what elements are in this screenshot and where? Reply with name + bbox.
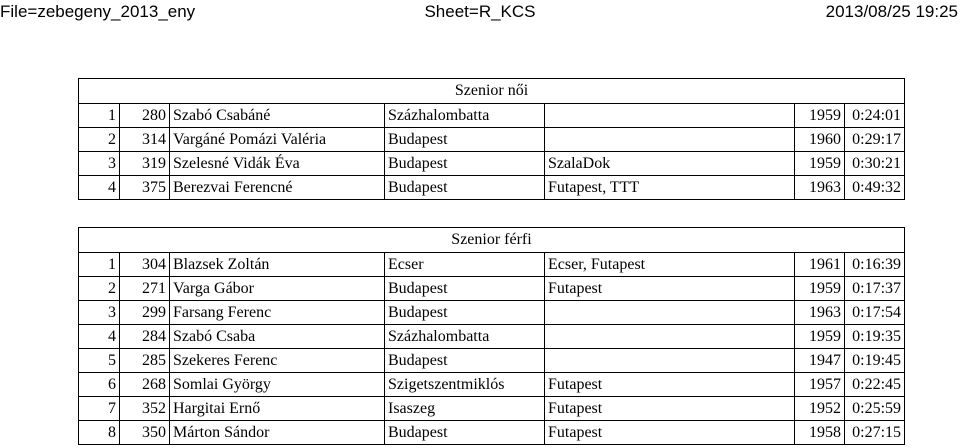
section-title: Szenior férfi: [79, 228, 905, 253]
city-cell: Budapest: [385, 128, 545, 152]
file-name: File=zebegeny_2013_eny: [0, 2, 196, 21]
birth-year-cell: 1961: [795, 253, 845, 277]
birth-year-cell: 1959: [795, 104, 845, 128]
name-cell: Szabó Csabáné: [170, 104, 385, 128]
bib-cell: 304: [120, 253, 170, 277]
city-cell: Budapest: [385, 277, 545, 301]
club-cell: [545, 349, 795, 373]
table-row: [79, 301, 905, 325]
city-cell: Isaszeg: [385, 397, 545, 421]
club-cell: Futapest, TTT: [545, 176, 795, 200]
table-row: [79, 253, 905, 277]
results-table-women: [78, 78, 905, 200]
city-cell: Budapest: [385, 421, 545, 445]
time-cell: 0:24:01: [845, 104, 905, 128]
bib-cell: 268: [120, 373, 170, 397]
results-table-men: [78, 227, 905, 445]
table-row: [79, 176, 905, 200]
rank-cell: 8: [79, 421, 120, 445]
time-cell: 0:17:54: [845, 301, 905, 325]
birth-year-cell: 1959: [795, 152, 845, 176]
city-cell: Ecser: [385, 253, 545, 277]
section-title: Szenior női: [79, 79, 905, 104]
name-cell: Varga Gábor: [170, 277, 385, 301]
birth-year-cell: 1960: [795, 128, 845, 152]
city-cell: Budapest: [385, 152, 545, 176]
city-cell: Budapest: [385, 176, 545, 200]
birth-year-cell: 1952: [795, 397, 845, 421]
bib-cell: 285: [120, 349, 170, 373]
birth-year-cell: 1963: [795, 301, 845, 325]
time-cell: 0:29:17: [845, 128, 905, 152]
club-cell: [545, 104, 795, 128]
club-cell: [545, 301, 795, 325]
table-row: [79, 277, 905, 301]
name-cell: Szekeres Ferenc: [170, 349, 385, 373]
name-cell: Szelesné Vidák Éva: [170, 152, 385, 176]
name-cell: Blazsek Zoltán: [170, 253, 385, 277]
page-header: [0, 0, 960, 26]
table-row: [79, 325, 905, 349]
rank-cell: 3: [79, 152, 120, 176]
rank-cell: 2: [79, 277, 120, 301]
club-cell: Futapest: [545, 421, 795, 445]
birth-year-cell: 1947: [795, 349, 845, 373]
name-cell: Somlai György: [170, 373, 385, 397]
club-cell: Futapest: [545, 397, 795, 421]
name-cell: Szabó Csaba: [170, 325, 385, 349]
bib-cell: 352: [120, 397, 170, 421]
bib-cell: 299: [120, 301, 170, 325]
time-cell: 0:19:45: [845, 349, 905, 373]
club-cell: Ecser, Futapest: [545, 253, 795, 277]
birth-year-cell: 1957: [795, 373, 845, 397]
bib-cell: 319: [120, 152, 170, 176]
print-datetime: 2013/08/25 19:25: [825, 2, 958, 21]
time-cell: 0:17:37: [845, 277, 905, 301]
bib-cell: 280: [120, 104, 170, 128]
city-cell: Budapest: [385, 301, 545, 325]
time-cell: 0:30:21: [845, 152, 905, 176]
rank-cell: 5: [79, 349, 120, 373]
birth-year-cell: 1958: [795, 421, 845, 445]
rank-cell: 1: [79, 104, 120, 128]
bib-cell: 284: [120, 325, 170, 349]
section-title-row: [79, 228, 905, 253]
club-cell: Futapest: [545, 373, 795, 397]
rank-cell: 7: [79, 397, 120, 421]
bib-cell: 350: [120, 421, 170, 445]
name-cell: Hargitai Ernő: [170, 397, 385, 421]
table-row: [79, 397, 905, 421]
table-row: [79, 349, 905, 373]
birth-year-cell: 1959: [795, 325, 845, 349]
club-cell: Futapest: [545, 277, 795, 301]
club-cell: [545, 325, 795, 349]
table-row: [79, 152, 905, 176]
table-row: [79, 128, 905, 152]
time-cell: 0:49:32: [845, 176, 905, 200]
name-cell: Vargáné Pomázi Valéria: [170, 128, 385, 152]
city-cell: Százhalombatta: [385, 325, 545, 349]
bib-cell: 314: [120, 128, 170, 152]
bib-cell: 375: [120, 176, 170, 200]
sheet-name: Sheet=R_KCS: [424, 2, 536, 21]
rank-cell: 6: [79, 373, 120, 397]
time-cell: 0:19:35: [845, 325, 905, 349]
city-cell: Százhalombatta: [385, 104, 545, 128]
time-cell: 0:22:45: [845, 373, 905, 397]
bib-cell: 271: [120, 277, 170, 301]
club-cell: SzalaDok: [545, 152, 795, 176]
city-cell: Szigetszentmiklós: [385, 373, 545, 397]
table-row: [79, 373, 905, 397]
name-cell: Márton Sándor: [170, 421, 385, 445]
name-cell: Farsang Ferenc: [170, 301, 385, 325]
table-row: [79, 421, 905, 445]
rank-cell: 2: [79, 128, 120, 152]
birth-year-cell: 1959: [795, 277, 845, 301]
rank-cell: 4: [79, 325, 120, 349]
time-cell: 0:25:59: [845, 397, 905, 421]
city-cell: Budapest: [385, 349, 545, 373]
rank-cell: 3: [79, 301, 120, 325]
rank-cell: 1: [79, 253, 120, 277]
birth-year-cell: 1963: [795, 176, 845, 200]
time-cell: 0:16:39: [845, 253, 905, 277]
rank-cell: 4: [79, 176, 120, 200]
club-cell: [545, 128, 795, 152]
section-title-row: [79, 79, 905, 104]
table-row: [79, 104, 905, 128]
time-cell: 0:27:15: [845, 421, 905, 445]
name-cell: Berezvai Ferencné: [170, 176, 385, 200]
